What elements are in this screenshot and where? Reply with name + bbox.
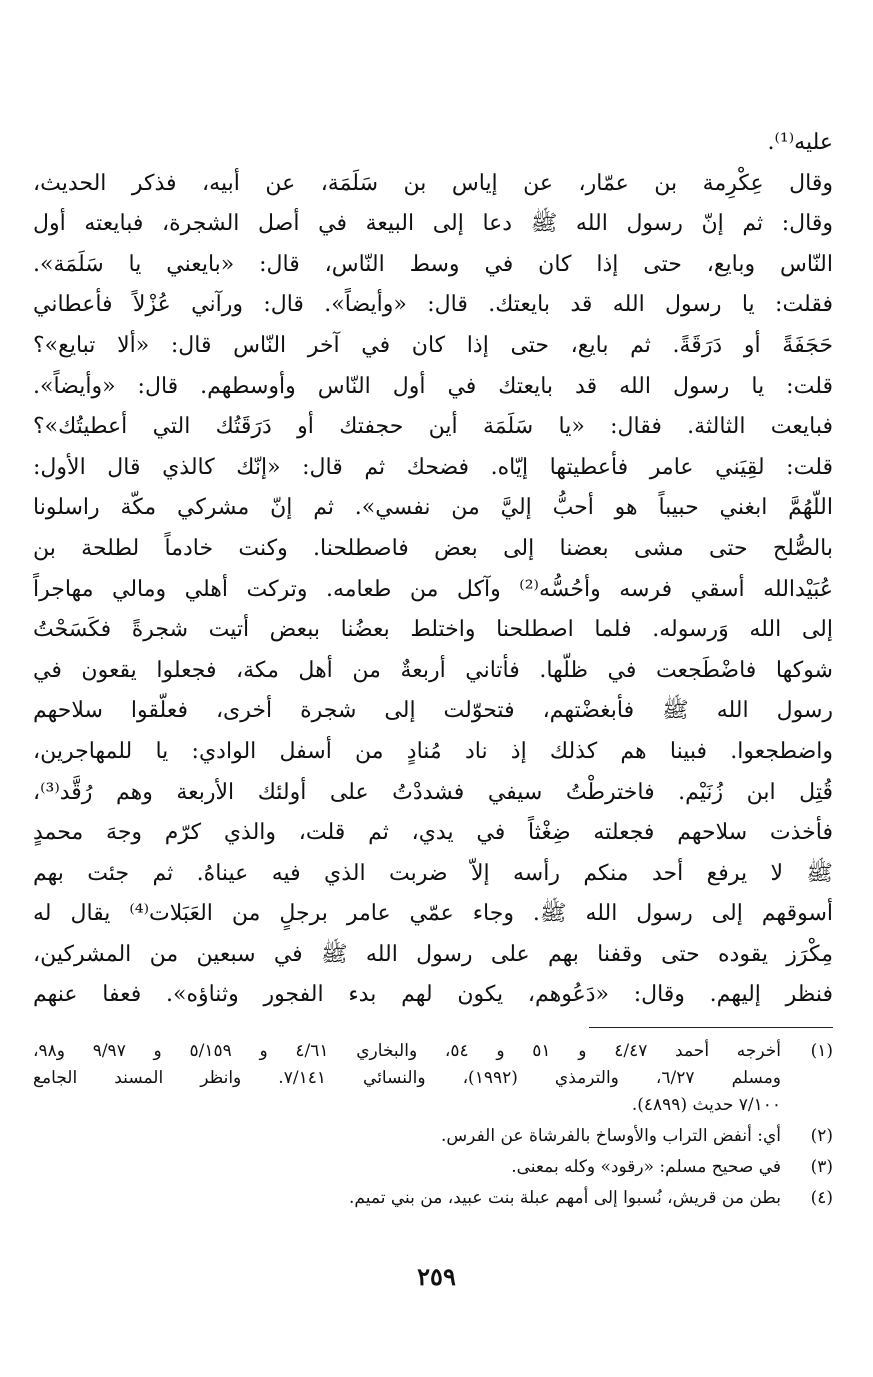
footnote-separator: [589, 1027, 833, 1028]
text-line: حَجَفَةً أو دَرَقَةً. ثم بايع، حتى إذا كان في آخر النّاس قال: «ألا تبايع»؟: [33, 332, 833, 358]
text-line: عُبَيْدالله أسقي فرسه وأحُسُّه⁽²⁾ وآكل من طعامه. وتركت أهلي ومالي مهاجراً: [33, 576, 833, 602]
footnote-number: (٢): [810, 1126, 833, 1146]
footnote-4: [33, 1185, 833, 1212]
text-line: رسول الله ﷺ فأبغضْتهم، فتحوّلت إلى شجرة أخرى، فعلّقوا سلاحهم: [33, 698, 833, 724]
text-line: فقلت: يا رسول الله قد بايعتك. قال: «وأيضاً». قال: ورآني عُزْلاً فأعطاني: [33, 292, 833, 318]
text-line: أسوقهم إلى رسول الله ﷺ. وجاء عمّي عامر برجلٍ من العَبَلات⁽⁴⁾ يقال له: [33, 901, 833, 927]
text-line: قلت: لقِيَني عامر فأعطيتها إيّاه. فضحك ثم قال: «إنّك كالذي قال الأول:: [33, 454, 833, 480]
text-line: وقال عِكْرِمة بن عمّار، عن إياس بن سَلَمَة، عن أبيه، فذكر الحديث،: [33, 170, 833, 196]
page-number: ٢٥٩: [417, 1262, 456, 1291]
text-line: فنظر إليهم. وقال: «دَعُوهم، يكون لهم بدء الفجور وثناؤه». فعفا عنهم: [33, 982, 833, 1008]
footnote-number: (١): [810, 1041, 833, 1061]
footnote-line: ومسلم ٦/٢٧، والترمذي (١٩٩٢)، والنسائي ٧/١٤١. وانظر المسند الجامع: [33, 1068, 781, 1088]
text-line: إلى الله وَرسوله. فلما اصطلحنا واختلط بعضُنا ببعض أتيت شجرةً فكَسَحْتُ: [33, 617, 833, 643]
text-line: مِكْرَز يقوده حتى وقفنا بهم على رسول الله ﷺ في سبعين من المشركين،: [33, 941, 833, 967]
footnote-number: (٤): [810, 1188, 833, 1208]
text-line: النّاس وبايع، حتى إذا كان في وسط النّاس، قال: «بايعني يا سَلَمَة».: [33, 251, 833, 277]
text-line: شوكها فاضْطَجعت في ظلّها. فأتاني أربعةٌ من أهل مكة، فجعلوا يقعون في: [33, 657, 833, 683]
footnote-3: [33, 1154, 833, 1181]
footnote-line: أي: أنفض التراب والأوساخ بالفرشاة عن الفرس.: [441, 1126, 781, 1146]
text-line: قُتِل ابن زُنَيْم. فاخترطْتُ سيفي فشددْتُ على أولئك الأربعة وهم رُقَّد⁽³⁾،: [33, 779, 833, 805]
text-line: وقال: ثم إنّ رسول الله ﷺ دعا إلى البيعة في أصل الشجرة، فبايعته أول: [33, 211, 833, 237]
text-line: بالصُّلح حتى مشى بعضنا إلى بعض فاصطلحنا. وكنت خادماً لطلحة بن: [33, 535, 833, 561]
footnote-number: (٣): [810, 1157, 833, 1177]
text-line: عليه⁽¹⁾.: [767, 130, 833, 155]
footnote-line: ٧/١٠٠ حديث (٤٨٩٩).: [631, 1095, 781, 1115]
footnote-body: [33, 1185, 781, 1212]
footnote-1: [33, 1038, 833, 1119]
main-text-block: [33, 123, 833, 1016]
text-line: واضطجعوا. فبينا هم كذلك إذ ناد مُنادٍ من أسفل الوادي: يا للمهاجرين،: [33, 738, 833, 764]
footnote-body: [33, 1038, 781, 1119]
footnote-body: [33, 1123, 781, 1150]
footnotes-block: [33, 1038, 833, 1212]
text-line: فأخذت سلاحهم فجعلته ضِغْثاً في يدي، ثم قلت، والذي كرّم وجهَ محمدٍ: [33, 820, 833, 846]
footnote-line: بطن من قريش، نُسبوا إلى أمهم عبلة بنت عبيد، من بني تميم.: [349, 1188, 781, 1208]
footnote-line: في صحيح مسلم: «رقود» وكله بمعنى.: [511, 1157, 781, 1177]
text-line: فبايعت الثالثة. فقال: «يا سَلَمَة أين حجفتك أو دَرَقَتُك التي أعطيتُك»؟: [33, 414, 833, 440]
footnote-2: [33, 1123, 833, 1150]
text-line: اللّهُمَّ ابغني حبيباً هو أحبُّ إليَّ من نفسي». ثم إنّ مشركي مكّة راسلونا: [33, 495, 833, 521]
text-line: قلت: يا رسول الله قد بايعتك في أول النّاس وأوسطهم. قال: «وأيضاً».: [33, 373, 833, 399]
text-line: ﷺ لا يرفع أحد منكم رأسه إلاّ ضربت الذي فيه عيناهُ. ثم جئت بهم: [33, 860, 833, 886]
footnote-body: [33, 1154, 781, 1181]
footnote-line: أخرجه أحمد ٤/٤٧ و ٥١ و ٥٤، والبخاري ٤/٦١ و ٥/١٥٩ و ٩/٩٧ و٩٨،: [33, 1041, 781, 1061]
